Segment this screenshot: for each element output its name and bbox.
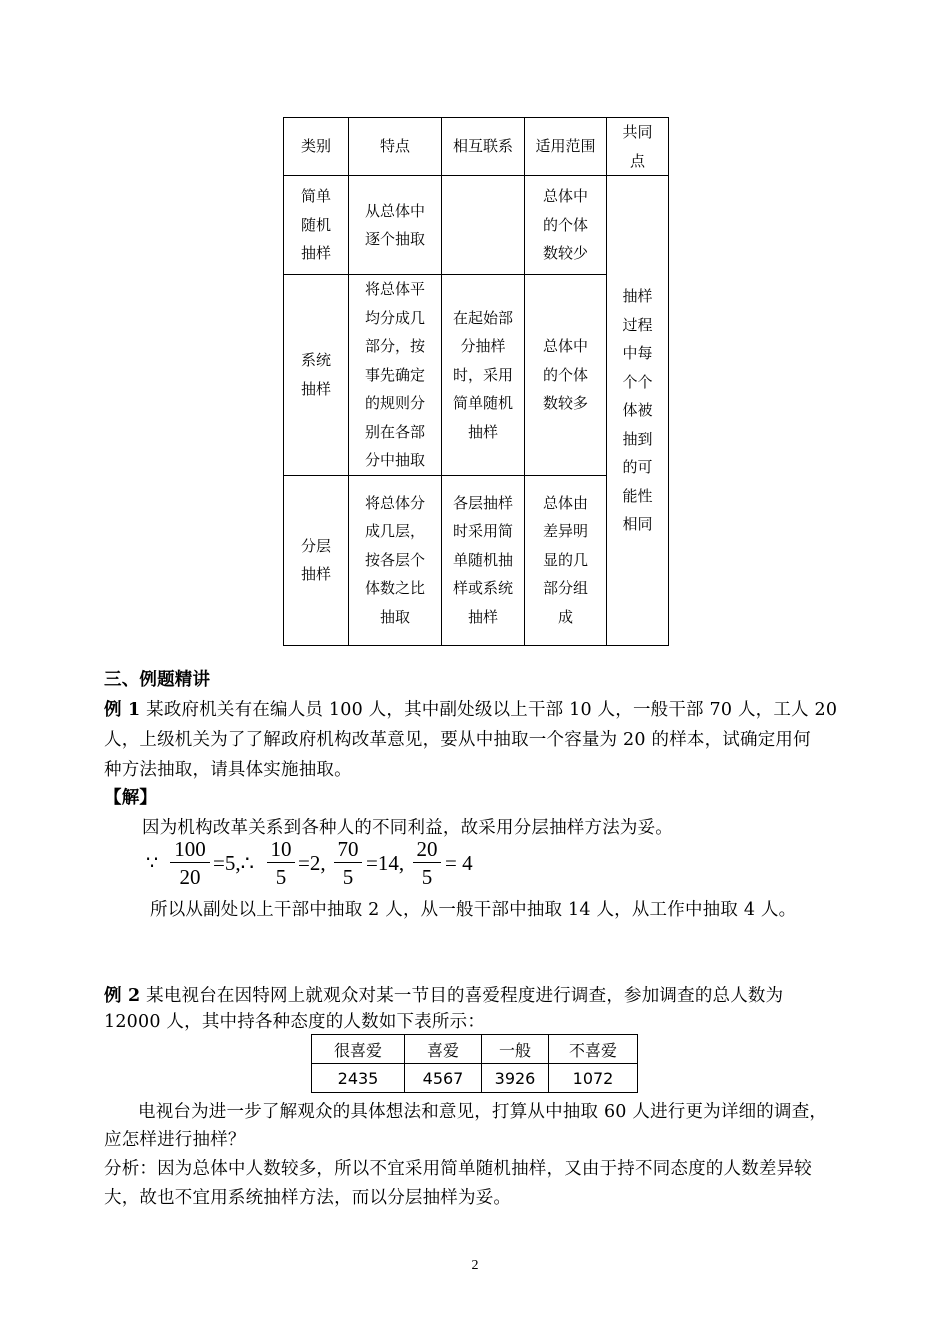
row3-scope: 总体由差异明显的几部分组成 — [542, 493, 588, 626]
attitude-header: 喜爱 — [405, 1035, 482, 1064]
example2-line3: 电视台为进一步了解观众的具体想法和意见，打算从中抽取 60 人进行更为详细的调查， — [138, 1102, 828, 1122]
example2-line6: 大，故也不宜用系统抽样方法，而以分层抽样为妥。 — [104, 1188, 512, 1208]
fraction-20-5 — [413, 838, 441, 888]
example2-line5: 分析：因为总体中人数较多，所以不宜采用简单随机抽样，又由于持不同态度的人数差异较 — [104, 1159, 812, 1179]
page-number: 2 — [471, 1258, 479, 1273]
table-row — [312, 1064, 638, 1093]
row2-category: 系统抽样 — [300, 351, 331, 398]
common-point: 抽样过程中每个个体被抽到的可能性相同 — [622, 287, 653, 533]
fraction-denominator: 20 — [179, 865, 201, 889]
header-scope: 适用范围 — [535, 137, 596, 156]
row1-scope: 总体中的个体数较少 — [542, 187, 588, 263]
attitude-value: 4567 — [405, 1064, 482, 1093]
attitude-value: 3926 — [482, 1064, 549, 1093]
table-row — [284, 176, 669, 275]
example1-label: 例 1 — [104, 700, 141, 720]
header-common: 共同点 — [622, 123, 653, 170]
attitude-header: 一般 — [482, 1035, 549, 1064]
example1-text1: 某政府机关有在编人员 100 人，其中副处级以上干部 10 人，一般干部 70 人，工人 20 — [140, 700, 838, 720]
row1-feature: 从总体中逐个抽取 — [364, 201, 425, 248]
because-symbol: ∵ — [146, 853, 159, 874]
fraction-70-5 — [334, 838, 362, 888]
fraction-denominator: 5 — [421, 865, 433, 889]
header-feature: 特点 — [379, 137, 410, 156]
example2-label: 例 2 — [104, 986, 141, 1006]
math-text-3: =14, — [366, 851, 405, 875]
header-category: 类别 — [300, 137, 331, 156]
example1-line2: 人，上级机关为了了解政府机构改革意见，要从中抽取一个容量为 20 的样本，试确定用何 — [104, 730, 811, 750]
row2-scope: 总体中的个体数较多 — [542, 337, 588, 412]
header-relation: 相互联系 — [452, 137, 513, 156]
section-title: 三、例题精讲 — [104, 670, 211, 690]
fraction-numerator: 20 — [416, 837, 438, 861]
fraction-100-20 — [170, 838, 210, 888]
fraction-numerator: 70 — [337, 837, 359, 861]
row3-category: 分层抽样 — [300, 536, 331, 583]
row2-relation: 在起始部分抽样时，采用简单随机抽样 — [452, 308, 513, 441]
row1-category: 简单随机抽样 — [300, 187, 331, 263]
row3-relation: 各层抽样时采用简单随机抽样或系统抽样 — [452, 493, 513, 626]
example1-line3: 种方法抽取，请具体实施抽取。 — [104, 760, 352, 780]
fraction-denominator: 5 — [342, 865, 354, 889]
attitude-table — [311, 1034, 638, 1093]
table-header-row — [312, 1035, 638, 1064]
math-text-1: =5,∴ — [213, 851, 254, 875]
table-header-row — [284, 118, 669, 176]
math-text-2: =2, — [298, 851, 326, 875]
example2-line2: 12000 人，其中持各种态度的人数如下表所示： — [104, 1012, 486, 1032]
attitude-header: 不喜爱 — [549, 1035, 638, 1064]
attitude-value: 1072 — [549, 1064, 638, 1093]
solution-label: 【解】 — [104, 788, 158, 808]
solution-line1: 因为机构改革关系到各种人的不同利益，故采用分层抽样方法为妥。 — [142, 818, 673, 838]
example2-text1: 某电视台在因特网上就观众对某一节目的喜爱程度进行调查，参加调查的总人数为 — [140, 986, 784, 1006]
fraction-numerator: 10 — [270, 837, 292, 861]
fraction-denominator: 5 — [275, 865, 287, 889]
row3-feature: 将总体分成几层，按各层个体数之比抽取 — [364, 493, 425, 626]
attitude-header: 很喜爱 — [312, 1035, 405, 1064]
example1-line1 — [104, 696, 837, 721]
fraction-numerator: 100 — [174, 837, 206, 861]
math-text-4: = 4 — [445, 851, 473, 875]
sampling-comparison-table — [283, 117, 669, 646]
row2-feature: 将总体平均分成几部分，按事先确定的规则分别在各部分中抽取 — [364, 280, 425, 469]
solution-line2: 所以从副处以上干部中抽取 2 人，从一般干部中抽取 14 人，从工作中抽取 4 人。 — [150, 900, 797, 920]
example2-line4: 应怎样进行抽样？ — [104, 1130, 246, 1150]
attitude-value: 2435 — [312, 1064, 405, 1093]
fraction-10-5 — [267, 838, 295, 888]
example2-line1 — [104, 982, 783, 1007]
